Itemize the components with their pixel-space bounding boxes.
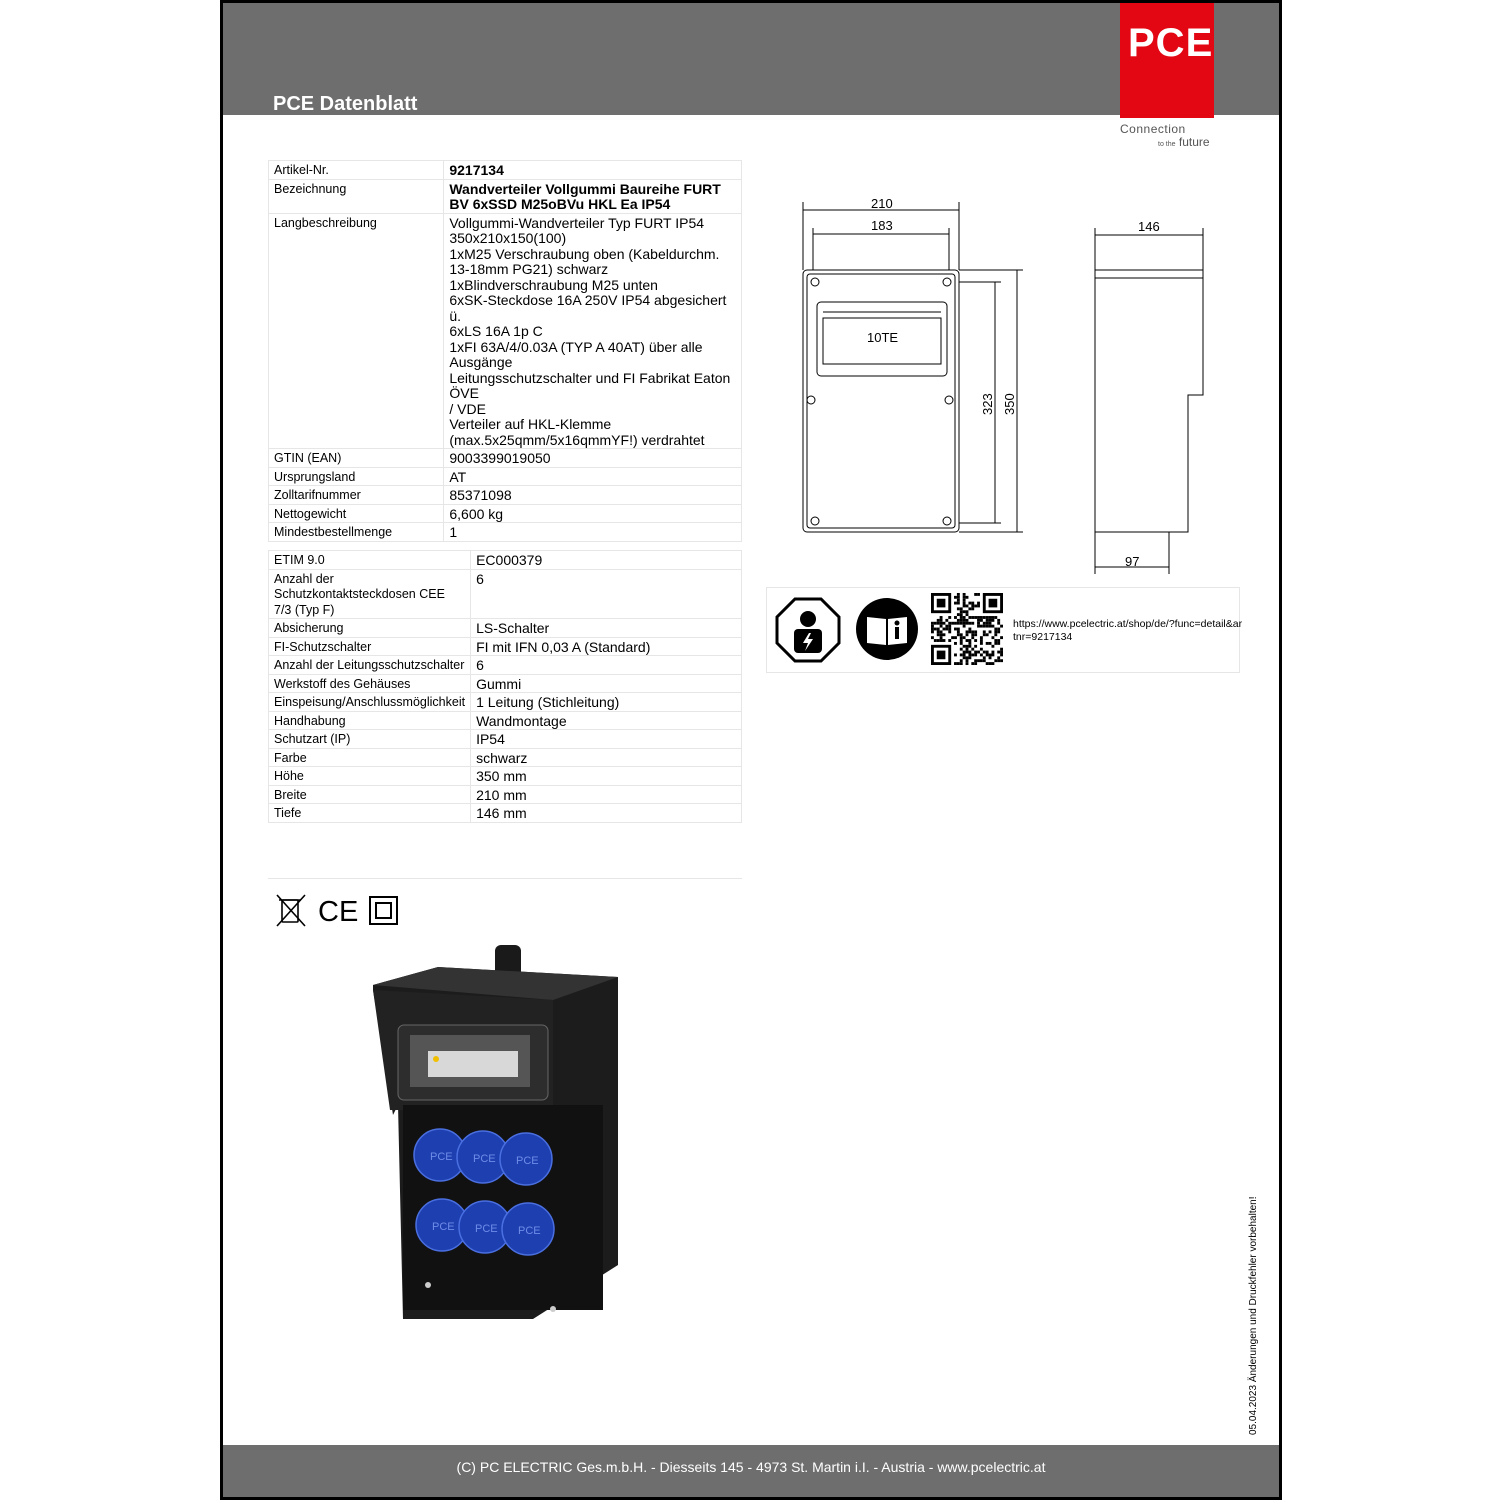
spec-key: Anzahl der Leitungsschutzschalter	[269, 656, 471, 675]
spec-row	[269, 693, 742, 712]
spec-row	[269, 637, 742, 656]
spec-key: Einspeisung/Anschlussmöglichkeit	[269, 693, 471, 712]
spec-value-line: / VDE	[449, 400, 486, 417]
spec-key: FI-Schutzschalter	[269, 637, 471, 656]
spec-key: Höhe	[269, 767, 471, 786]
svg-text:PCE: PCE	[475, 1223, 498, 1235]
spec-value: 210 mm	[471, 785, 742, 804]
dim-width-outer: 210	[871, 196, 893, 211]
spec-key: Bezeichnung	[269, 179, 444, 213]
spec-key: Anzahl der Schutzkontaktsteckdosen CEE 7/3 (Typ F)	[269, 569, 471, 619]
spec-row	[269, 711, 742, 730]
logo-text: PCE	[1128, 21, 1214, 65]
spec-key: Breite	[269, 785, 471, 804]
spec-value: 9217134	[444, 161, 742, 180]
spec-key: GTIN (EAN)	[269, 449, 444, 468]
spec-key: Farbe	[269, 748, 471, 767]
svg-text:PCE: PCE	[432, 1221, 455, 1233]
spec-row	[269, 551, 742, 570]
divider	[268, 878, 742, 879]
spec-key: Ursprungsland	[269, 467, 444, 486]
spec-value-line: 1xBlindverschraubung M25 unten	[449, 276, 658, 293]
spec-key: Absicherung	[269, 619, 471, 638]
dim-height-outer: 350	[1002, 393, 1017, 415]
spec-value: 6	[471, 569, 742, 619]
spec-row	[269, 619, 742, 638]
spec-value: 1 Leitung (Stichleitung)	[471, 693, 742, 712]
svg-text:PCE: PCE	[516, 1155, 539, 1167]
spec-row	[269, 179, 742, 213]
spec-row	[269, 161, 742, 180]
ce-mark: CE	[318, 896, 359, 928]
svg-text:PCE: PCE	[473, 1153, 496, 1165]
dim-height-inner: 323	[980, 393, 995, 415]
spec-value: Wandmontage	[471, 711, 742, 730]
spec-value: IP54	[471, 730, 742, 749]
spec-row	[269, 569, 742, 619]
spec-value: LS-Schalter	[471, 619, 742, 638]
spec-value: Wandverteiler Vollgummi Baureihe FURT BV 6xSSD M25oBVu HKL Ea IP54	[444, 179, 742, 213]
spec-value-line: 6xLS 16A 1p C	[449, 323, 543, 339]
spec-key: Handhabung	[269, 711, 471, 730]
weee-bin-icon	[277, 895, 305, 926]
side-view-outline	[1095, 270, 1203, 532]
header-bar	[223, 0, 1279, 115]
dim-width-inner: 183	[871, 218, 893, 233]
page-title: PCE Datenblatt	[273, 93, 418, 115]
spec-value: schwarz	[471, 748, 742, 767]
tagline-future: to the future	[1158, 135, 1210, 149]
datasheet-page	[220, 0, 1282, 1500]
spec-key: Schutzart (IP)	[269, 730, 471, 749]
spec-row	[269, 785, 742, 804]
product-url[interactable]: https://www.pcelectric.at/shop/de/?func=detail&artnr=9217134	[1013, 618, 1243, 643]
spec-value-line: 13-18mm PG21) schwarz	[449, 261, 609, 277]
front-view-outline	[803, 270, 959, 532]
spec-value: 85371098	[444, 486, 742, 505]
spec-value-line: 350x210x150(100)	[449, 230, 567, 246]
spec-value: 9003399019050	[444, 449, 742, 468]
spec-value-line: Verteiler auf HKL-Klemme	[449, 416, 612, 432]
spec-key: Werkstoff des Gehäuses	[269, 674, 471, 693]
spec-value: 6	[471, 656, 742, 675]
spec-value: AT	[444, 467, 742, 486]
dimension-drawing	[783, 190, 1243, 580]
footer-text: (C) PC ELECTRIC Ges.m.b.H. - Diesseits 145 - 4973 St. Martin i.I. - Austria - www.pcelectric.at	[456, 1459, 1046, 1475]
spec-row	[269, 656, 742, 675]
spec-key: Tiefe	[269, 804, 471, 823]
spec-row	[269, 748, 742, 767]
spec-value: FI mit IFN 0,03 A (Standard)	[471, 637, 742, 656]
spec-value: 146 mm	[471, 804, 742, 823]
product-photo	[368, 935, 628, 1330]
spec-value: 6,600 kg	[444, 504, 742, 523]
spec-row	[269, 674, 742, 693]
spec-value: 1	[444, 523, 742, 542]
spec-value-line: Vollgummi-Wandverteiler Typ FURT IP54	[449, 214, 705, 231]
spec-value: EC000379	[471, 551, 742, 570]
spec-key: Artikel-Nr.	[269, 161, 444, 180]
spec-key: Nettogewicht	[269, 504, 444, 523]
footer-bar	[223, 1445, 1279, 1497]
tagline-connection: Connection	[1120, 122, 1186, 136]
read-manual-icon	[855, 597, 919, 661]
panel-label: 10TE	[867, 330, 899, 345]
spec-value-line: Leitungsschutzschalter und FI Fabrikat Eaton ÖVE	[449, 369, 731, 401]
spec-value: 350 mm	[471, 767, 742, 786]
certification-marks	[275, 893, 405, 929]
spec-row	[269, 804, 742, 823]
spec-value-line: 1xFI 63A/4/0.03A (TYP A 40AT) über alle	[449, 338, 703, 355]
electrician-warning-icon	[775, 597, 841, 663]
spec-row	[269, 504, 742, 523]
qr-code-icon	[931, 593, 1003, 665]
spec-row	[269, 486, 742, 505]
spec-key: Mindestbestellmenge	[269, 523, 444, 542]
class-ii-icon	[370, 897, 397, 924]
spec-key: Langbeschreibung	[269, 213, 444, 449]
etim-spec-table	[268, 550, 742, 823]
spec-row	[269, 449, 742, 468]
spec-value-line: Ausgänge	[449, 354, 513, 370]
dim-bottom-depth: 97	[1125, 554, 1140, 569]
spec-row	[269, 730, 742, 749]
spec-value	[444, 213, 742, 449]
spec-value: Gummi	[471, 674, 742, 693]
product-spec-table	[268, 160, 742, 542]
svg-text:PCE: PCE	[518, 1225, 541, 1237]
spec-row	[269, 767, 742, 786]
spec-row	[269, 213, 742, 449]
spec-value-line: (max.5x25qmm/5x16qmmYF!) verdrahtet	[449, 431, 705, 448]
spec-value-line: 1xM25 Verschraubung oben (Kabeldurchm.	[449, 245, 720, 262]
spec-key: Zolltarifnummer	[269, 486, 444, 505]
spec-row	[269, 467, 742, 486]
spec-key: ETIM 9.0	[269, 551, 471, 570]
spec-value-line: 6xSK-Steckdose 16A 250V IP54 abgesichert ü.	[449, 292, 727, 324]
pce-logo	[1120, 3, 1214, 118]
spec-row	[269, 523, 742, 542]
side-note: 05.04.2023 Änderungen und Druckfehler vorbehalten!	[1248, 1196, 1259, 1435]
dim-depth: 146	[1138, 219, 1160, 234]
svg-text:PCE: PCE	[430, 1151, 453, 1163]
